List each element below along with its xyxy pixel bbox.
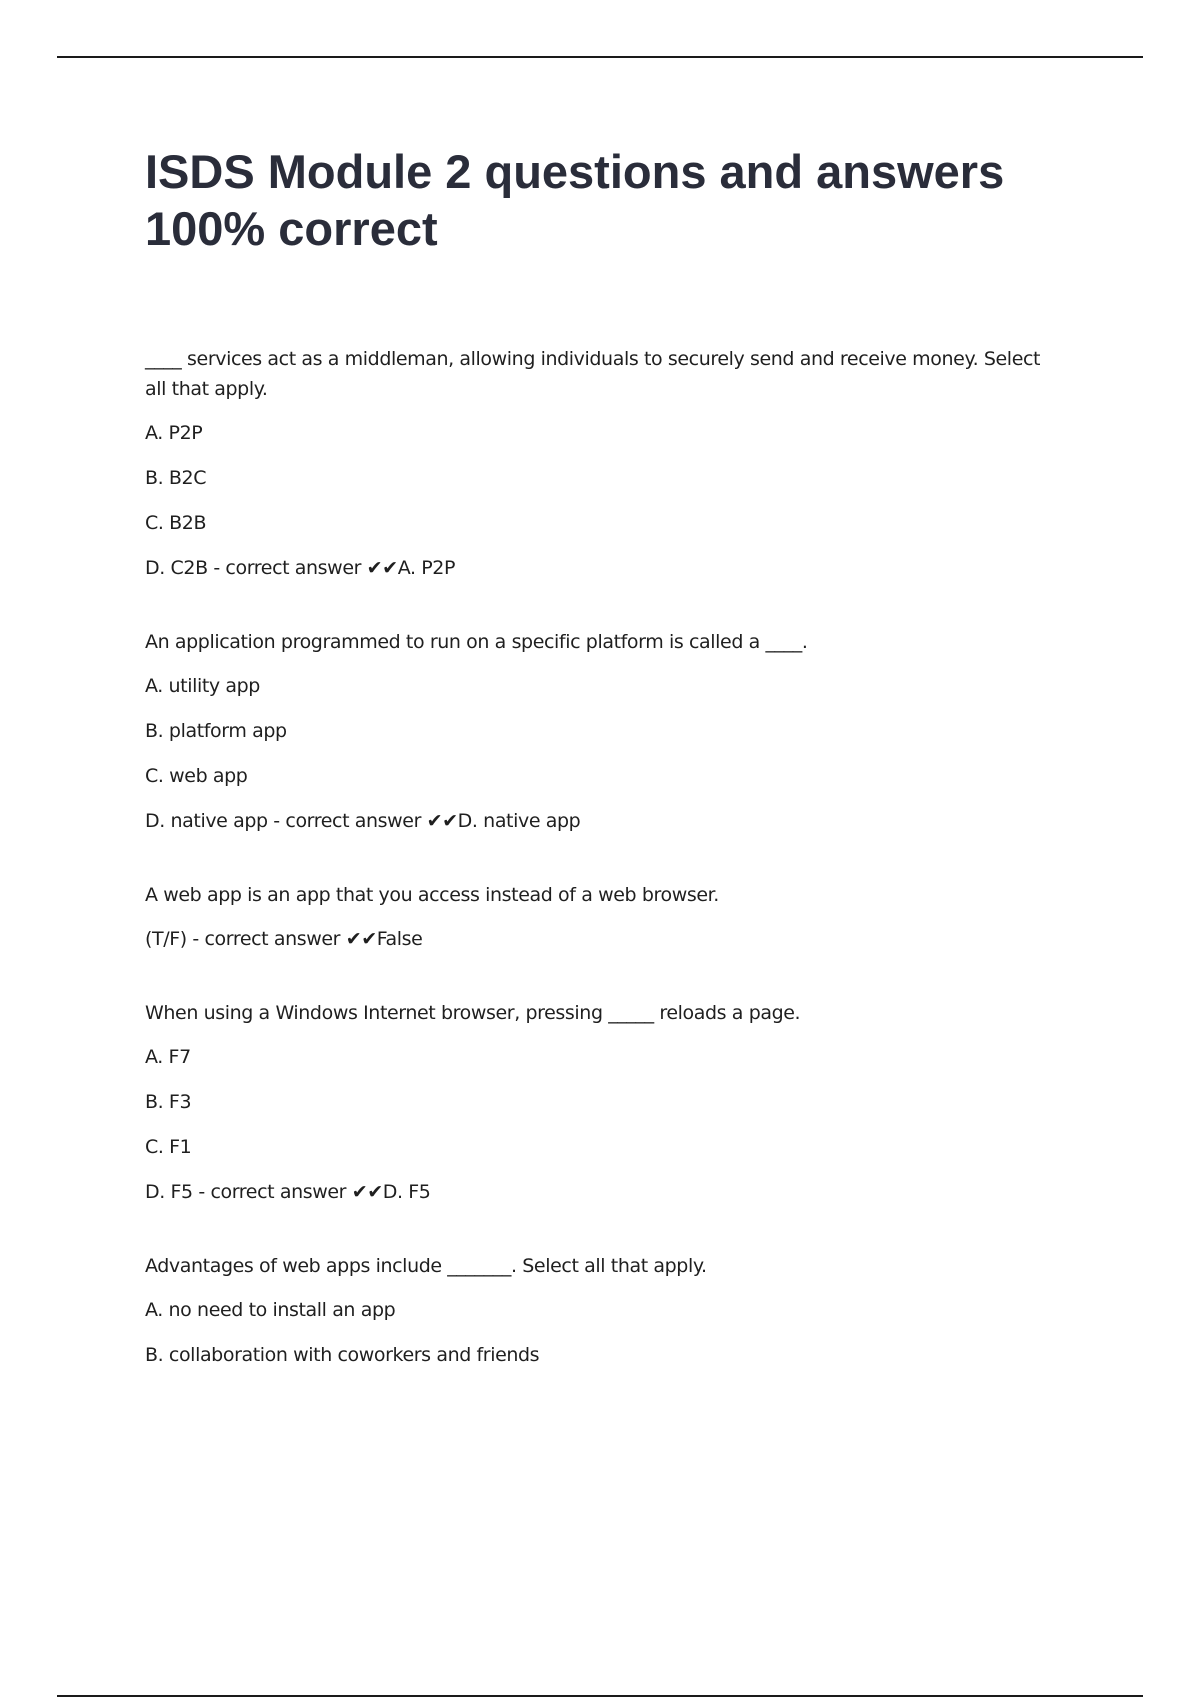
- top-rule: [57, 56, 1143, 58]
- question-block-2: [145, 627, 1065, 836]
- answer-option: B. B2C: [145, 467, 207, 489]
- answer-option-with-correct-answer: D. native app - correct answer ✔✔D. native app: [145, 810, 581, 832]
- answer-option: A. F7: [145, 1046, 191, 1068]
- answer-option: B. collaboration with coworkers and friends: [145, 1344, 540, 1366]
- answer-option: C. B2B: [145, 512, 207, 534]
- page-title: ISDS Module 2 questions and answers 100% correct: [145, 145, 1005, 255]
- answer-option: C. F1: [145, 1136, 192, 1158]
- answer-option-with-correct-answer: (T/F) - correct answer ✔✔False: [145, 928, 423, 950]
- question-text: An application programmed to run on a specific platform is called a ____.: [145, 631, 808, 653]
- question-block-5: [145, 1251, 1065, 1370]
- bottom-rule: [57, 1695, 1143, 1697]
- answer-option-with-correct-answer: D. F5 - correct answer ✔✔D. F5: [145, 1181, 431, 1203]
- answer-option: B. platform app: [145, 720, 287, 742]
- question-block-3: [145, 880, 1065, 954]
- question-text: Advantages of web apps include _______. Select all that apply.: [145, 1255, 707, 1277]
- question-text: ____ services act as a middleman, allowing individuals to securely send and receive money. Select all that apply.: [145, 348, 1041, 400]
- document-content: [145, 344, 1065, 1414]
- answer-option: C. web app: [145, 765, 248, 787]
- answer-option: A. no need to install an app: [145, 1299, 396, 1321]
- answer-option: A. utility app: [145, 675, 260, 697]
- question-block-1: [145, 344, 1065, 583]
- question-text: A web app is an app that you access instead of a web browser.: [145, 884, 719, 906]
- answer-option: A. P2P: [145, 422, 203, 444]
- question-text: When using a Windows Internet browser, pressing _____ reloads a page.: [145, 1002, 801, 1024]
- answer-option: B. F3: [145, 1091, 192, 1113]
- answer-option-with-correct-answer: D. C2B - correct answer ✔✔A. P2P: [145, 557, 456, 579]
- question-block-4: [145, 998, 1065, 1207]
